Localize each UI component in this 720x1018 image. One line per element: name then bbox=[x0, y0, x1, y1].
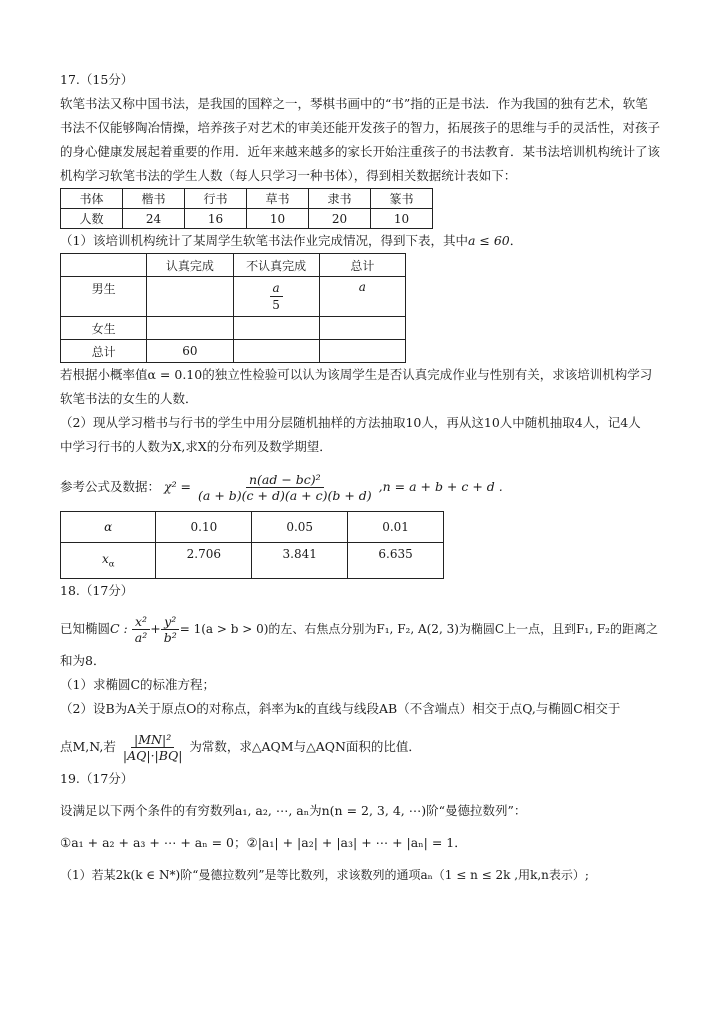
table-cell: 0.01 bbox=[348, 512, 444, 543]
table-cell: 女生 bbox=[61, 317, 147, 340]
q17-intro-line: 书法不仅能够陶冶情操，培养孩子对艺术的审美还能开发孩子的智力，拓展孩子的思维与手的灵活性，对孩子 bbox=[60, 120, 661, 135]
table-cell bbox=[147, 277, 233, 317]
table-cell: 总计 bbox=[61, 340, 147, 363]
q18-text: = 1(a > b > 0)的左、右焦点分别为F₁, F₂, A(2, 3)为椭圆C上一点，且到F₁, F₂的距离之 bbox=[179, 622, 658, 636]
q18-title: 18.（17分） bbox=[60, 583, 134, 598]
table-cell: 篆书 bbox=[371, 189, 433, 209]
frac-num: x² bbox=[132, 614, 150, 630]
table-cell: 10 bbox=[247, 209, 309, 229]
frac-num: |MN|² bbox=[131, 732, 174, 748]
frac-den: |AQ|·|BQ| bbox=[122, 747, 183, 763]
table-row bbox=[61, 254, 406, 277]
table-cell: 16 bbox=[185, 209, 247, 229]
table-cell: 认真完成 bbox=[147, 254, 233, 277]
table-row bbox=[61, 209, 433, 229]
table-cell bbox=[61, 254, 147, 277]
q17-part1-question: 软笔书法的女生的人数． bbox=[60, 391, 198, 406]
q17-intro-line: 的身心健康发展起着重要的作用．近年来越来越多的家长开始注重孩子的书法教育．某书法培训机构统计了该 bbox=[60, 144, 661, 159]
fraction bbox=[132, 614, 150, 646]
table-cell: α bbox=[61, 512, 156, 543]
table-cell: 书体 bbox=[61, 189, 123, 209]
q18-text: C : bbox=[110, 621, 128, 636]
table-cell: 男生 bbox=[61, 277, 147, 317]
q17-part1-question: 若根据小概率值α = 0.10的独立性检验可以认为该周学生是否认真完成作业与性别有关，求该培训机构学习 bbox=[60, 367, 653, 382]
table-cell-fraction: $\frac{a}{5}$ bbox=[233, 277, 319, 317]
table-cell: 6.635 bbox=[348, 543, 444, 579]
q17-formula bbox=[60, 469, 665, 505]
q17-part2: （2）现从学习楷书与行书的学生中用分层随机抽样的方法抽取10人，再从这10人中随机抽取4人，记4人 bbox=[60, 415, 641, 430]
table-cell: $x_\alpha$ bbox=[61, 543, 156, 579]
q19-title: 19.（17分） bbox=[60, 771, 134, 786]
table-cell: 草书 bbox=[247, 189, 309, 209]
table-cell: 楷书 bbox=[123, 189, 185, 209]
q17-part1-text: （1）该培训机构统计了某周学生软笔书法作业完成情况，得到下表，其中a ≤ 60． bbox=[60, 233, 523, 248]
calligraphy-count-table bbox=[60, 188, 433, 229]
table-row bbox=[61, 340, 406, 363]
table-cell: 2.706 bbox=[156, 543, 252, 579]
table-cell: 24 bbox=[123, 209, 185, 229]
exam-page bbox=[60, 68, 665, 887]
part1-text: （1）该培训机构统计了某周学生软笔书法作业完成情况，得到下表，其中 bbox=[60, 233, 468, 248]
table-cell bbox=[233, 317, 319, 340]
formula-label: 参考公式及数据： bbox=[60, 479, 161, 494]
table-cell bbox=[233, 340, 319, 363]
q18-part1: （1）求椭圆C的标准方程； bbox=[60, 677, 216, 692]
formula-numerator: n(ad − bc)² bbox=[246, 472, 324, 488]
fraction bbox=[120, 732, 186, 764]
q19-conditions: ①a₁ + a₂ + a₃ + ⋯ + aₙ = 0；②|a₁| + |a₂| + |a₃| + ⋯ + |aₙ| = 1． bbox=[60, 835, 467, 850]
q18-text: 为常数，求△AQM与△AQN面积的比值． bbox=[189, 739, 421, 754]
formula-tail: ,n = a + b + c + d . bbox=[378, 479, 503, 494]
table-cell bbox=[319, 317, 405, 340]
formula-denominator: (a + b)(c + d)(a + c)(b + d) bbox=[198, 487, 372, 503]
fraction bbox=[161, 614, 180, 646]
table-row bbox=[61, 189, 433, 209]
part1-condition: a ≤ 60 bbox=[467, 233, 510, 248]
table-row bbox=[61, 543, 444, 579]
table-cell bbox=[319, 340, 405, 363]
q18-text: 点M,N,若 bbox=[60, 739, 116, 754]
critical-value-table bbox=[60, 511, 444, 579]
q19-part1: （1）若某2k(k ∈ N*)阶“曼德拉数列”是等比数列，求该数列的通项aₙ（1 ≤ n ≤ 2k ,用k,n表示）; bbox=[60, 868, 589, 882]
q17-title: 17.（15分） bbox=[60, 72, 134, 87]
table-row bbox=[61, 277, 406, 317]
table-cell: 人数 bbox=[61, 209, 123, 229]
table-cell: 3.841 bbox=[252, 543, 348, 579]
q18-part2-cont bbox=[60, 727, 665, 767]
table-cell: 20 bbox=[309, 209, 371, 229]
table-cell: a bbox=[319, 277, 405, 317]
frac-num: y² bbox=[161, 614, 179, 630]
table-cell: 10 bbox=[371, 209, 433, 229]
table-row bbox=[61, 317, 406, 340]
table-cell: 60 bbox=[147, 340, 233, 363]
formula-lhs: χ² = bbox=[164, 479, 192, 494]
q17-intro-line: 软笔书法又称中国书法，是我国的国粹之一，琴棋书画中的“书”指的正是书法．作为我国的独有艺术，软笔 bbox=[60, 96, 648, 111]
formula-fraction bbox=[195, 472, 375, 504]
table-cell bbox=[147, 317, 233, 340]
table-cell: 不认真完成 bbox=[233, 254, 319, 277]
homework-table bbox=[60, 253, 406, 363]
frac-den: b² bbox=[163, 629, 177, 645]
q18-statement: 已知椭圆C : $\frac{\text{x²}}{\text{a²}}$ + $\frac{\text{y²}}{\text{b²}}$ = 1(a > b > 0)的左、右焦点分别为F₁, F₂, A(2, 3)为椭圆C上一点，且到F₁, F₂的距离之 bbox=[60, 613, 658, 645]
q18-part2: （2）设B为A关于原点O的对称点，斜率为k的直线与线段AB（不含端点）相交于点Q,与椭圆C相交于 bbox=[60, 701, 621, 716]
q17-intro-line: 机构学习软笔书法的学生人数（每人只学习一种书体），得到相关数据统计表如下： bbox=[60, 168, 517, 183]
table-cell: 总计 bbox=[319, 254, 405, 277]
table-cell: 隶书 bbox=[309, 189, 371, 209]
q19-statement: 设满足以下两个条件的有穷数列a₁, a₂, ⋯, aₙ为n(n = 2, 3, 4, ⋯)阶“曼德拉数列”： bbox=[60, 803, 527, 818]
q18-text: 已知椭圆 bbox=[60, 621, 111, 636]
table-row bbox=[61, 512, 444, 543]
table-cell: 行书 bbox=[185, 189, 247, 209]
table-cell: 0.05 bbox=[252, 512, 348, 543]
q18-statement: 和为8． bbox=[60, 653, 106, 668]
frac-den: a² bbox=[134, 629, 148, 645]
q17-part2: 中学习行书的人数为X,求X的分布列及数学期望． bbox=[60, 439, 332, 454]
table-cell: 0.10 bbox=[156, 512, 252, 543]
